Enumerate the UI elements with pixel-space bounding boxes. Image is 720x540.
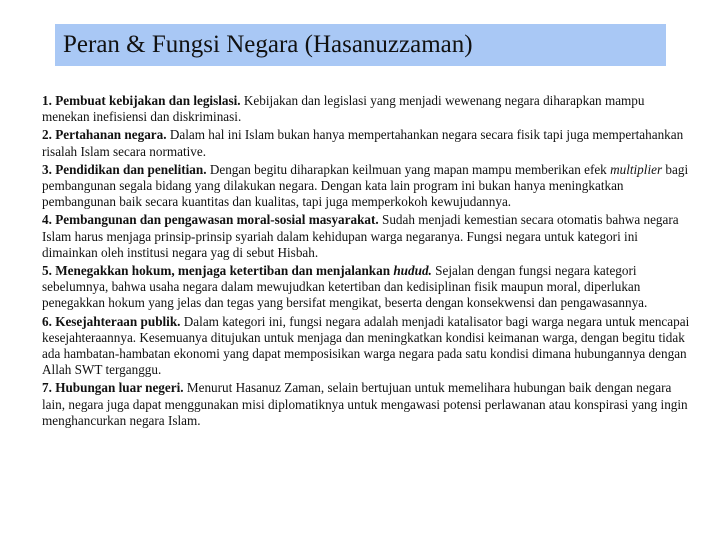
slide-body bbox=[42, 93, 690, 431]
item-5-heading-italic: hudud. bbox=[393, 263, 432, 279]
item-2-text: Dalam hal ini Islam bukan hanya mempertahankan negara secara fisik tapi juga mempertahankan risalah Islam secara normative. bbox=[42, 127, 684, 159]
list-item-6 bbox=[42, 314, 690, 379]
item-1-heading: 1. Pembuat kebijakan dan legislasi. bbox=[42, 93, 241, 108]
item-5-heading: 5. Menegakkan hokum, menjaga ketertiban dan menjalankan bbox=[42, 263, 394, 279]
title-banner bbox=[55, 24, 666, 66]
item-4-text: Sudah menjadi kemestian secara otomatis bahwa negara Islam harus menjaga prinsip-prinsip syariah dalam kehidupan warga negaranya. Fungsi negara untuk kategori ini dimainkan oleh institusi negara yag di sebut Hisbah. bbox=[42, 212, 679, 260]
list-item-3 bbox=[42, 162, 690, 211]
item-4-heading: 4. Pembangunan dan pengawasan moral-sosial masyarakat. bbox=[42, 212, 379, 228]
item-2-heading: 2. Pertahanan negara. bbox=[42, 127, 167, 143]
item-7-text: Menurut Hasanuz Zaman, selain bertujuan untuk memelihara hubungan baik dengan negara lain, negara juga dapat menggunakan misi diplomatiknya untuk mengawasi potensi perlawanan atau konspirasi yang ingin menghancurkan negara Islam. bbox=[42, 380, 688, 428]
item-3-italic-term: multiplier bbox=[610, 161, 663, 177]
list-item-7 bbox=[42, 380, 690, 429]
list-item-2 bbox=[42, 127, 690, 159]
list-item-4 bbox=[42, 212, 690, 261]
item-3-text-after: bagi pembangunan segala bidang yang dilakukan negara. Dengan kata lain program ini bukan hanya meningkatkan pembangunan baik secara kuantitas dan kualitas, tapi juga memperkokoh kewujudannya. bbox=[42, 161, 689, 210]
item-7-heading: 7. Hubungan luar negeri. bbox=[42, 380, 184, 396]
item-3-text-before: Dengan begitu diharapkan keilmuan yang mapan mampu memberikan efek bbox=[206, 161, 611, 177]
item-3-heading: 3. Pendidikan dan penelitian. bbox=[42, 161, 207, 177]
item-6-text: Dalam kategori ini, fungsi negara adalah menjadi katalisator bagi warga negara untuk mencapai kesejahteraannya. Kesemuanya ditujukan untuk menjaga dan meningkatkan kondisi keimanan warga, dengan begitu tidak ada hambatan-hambatan ekonomi yang dapat memposisikan warga negara pada satu kondisi dimana hubungannya dengan Allah SWT terganggu. bbox=[42, 313, 690, 378]
item-6-heading: 6. Kesejahteraan publik. bbox=[42, 313, 181, 329]
item-1-text: Kebijakan dan legislasi yang menjadi wewenang negara diharapkan mampu menekan inefisiensi dan diskriminasi. bbox=[42, 93, 645, 125]
slide-title: Peran & Fungsi Negara (Hasanuzzaman) bbox=[63, 31, 473, 58]
list-item-1 bbox=[42, 93, 690, 125]
list-item-5 bbox=[42, 263, 690, 312]
item-5-text: Sejalan dengan fungsi negara kategori sebelumnya, bahwa usaha negara dalam mewujudkan ketertiban dan kedisiplinan fisik maupun moral, diperlukan penegakkan hokum yang jelas dan tegas yang bersifat mengikat, beserta dengan konsekwensi dan pengawasannya. bbox=[42, 263, 648, 311]
